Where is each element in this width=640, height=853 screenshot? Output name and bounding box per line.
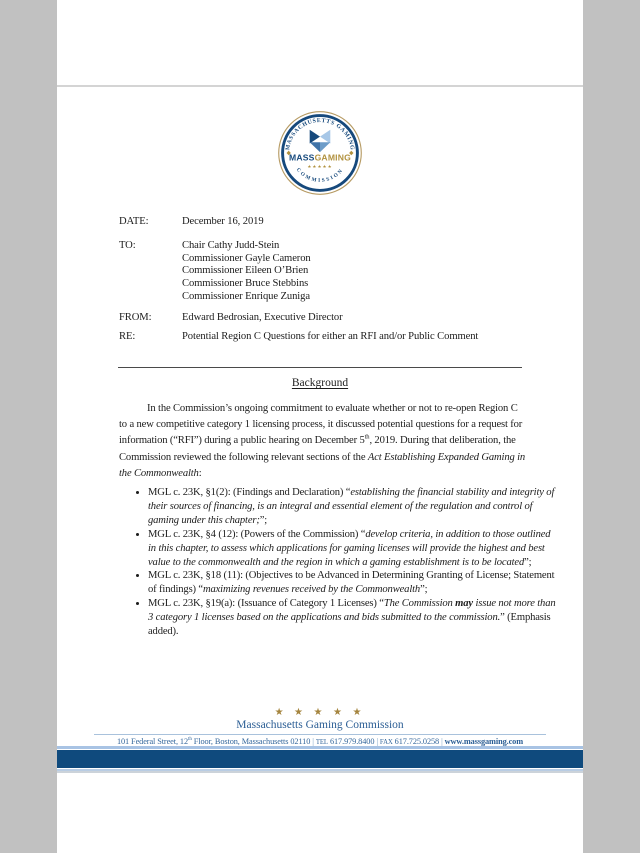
logo-arc-top-text: MASSACHUSETTS GAMING [285,117,355,151]
text-run: MGL c. 23K, §1(2): (Findings and Declaration) “ [148,487,351,498]
memo-field-value [182,216,553,229]
bullet-item [148,486,560,528]
text-run: MGL c. 23K, §18 (11): (Objectives to be Advanced in Determining Granting of License; Statement of findings) “ [148,570,555,596]
text-run: MGL c. 23K, §19(a): (Issuance of Category 1 Licenses) “ [148,598,384,610]
footer-divider-line [94,734,546,735]
text-run: th [364,433,370,441]
text-run: | [376,737,380,746]
memo-value-line: Potential Region C Questions for either an RFI and/or Public Comment [182,330,479,342]
memo-field-label: FROM: [119,311,152,323]
memo-field-value [182,240,553,304]
text-run: 101 Federal Street, 12 [116,737,189,746]
memo-row [119,312,553,325]
text-run: The Commission [383,598,456,610]
text-run: Floor, Boston, Massachusetts 02110 [191,737,313,746]
logo-stars-icon: ★★★★★ [307,164,333,170]
website-link[interactable]: www.massgaming.com [444,737,524,746]
memo-field-value [182,331,553,344]
footer-stars-icon: ★ ★ ★ ★ ★ [274,707,366,718]
memo-row [119,240,553,304]
memo-row [119,216,553,229]
memo-field-label: RE: [119,330,136,342]
memo-value-line: Commissioner Eileen O’Brien [182,265,309,277]
text-run: Act Establishing Expanded Gaming in the Commonwealth [119,451,526,479]
text-run: | [441,737,445,746]
text-run: | [312,737,316,746]
logo-wordmark-mass: MASS [289,152,315,163]
horizontal-divider [118,367,522,368]
bullet-list [119,486,560,639]
memo-field-value [182,312,553,325]
text-run: , 2019. During that deliberation, the Commission reviewed the following relevant sections of the [119,435,516,463]
memo-value-line: Commissioner Gayle Cameron [182,252,311,264]
memo-value-line: December 16, 2019 [182,216,264,227]
previous-page-fragment [57,0,583,85]
next-page-fragment [57,773,583,853]
bullet-item [148,569,560,597]
memo-row [119,331,553,344]
footer-organization-name: Massachusetts Gaming Commission [236,719,404,731]
text-run: 617.725.0258 [392,737,442,746]
text-run: TEL [315,739,328,746]
bullet-item [148,528,560,570]
document-page [57,87,583,771]
text-run: establishing the financial stability and integrity of their sources of financing, is an integral and essential element of the regulation and control of gaming under this chapter; [148,487,555,526]
massgaming-commission-logo-icon [277,110,363,196]
section-heading: Background [291,377,349,389]
bottom-light-stripe [57,746,583,749]
memo-value-line: Edward Bedrosian, Executive Director [182,311,343,323]
text-run: ”; [259,514,268,526]
text-run: 617.979.8400 [327,737,377,746]
text-run: may [455,598,473,610]
letterhead-bottom-band [57,746,583,771]
memo-value-line: Commissioner Enrique Zuniga [182,290,310,302]
memo-field-label: TO: [119,239,136,251]
memo-value-line: Commissioner Bruce Stebbins [182,278,309,290]
logo-wordmark-gaming: GAMING [314,152,351,163]
text-run: issue not more than 3 category 1 licenses based on the applications and bids submitted to the commission. [148,598,556,624]
text-run: ” (Emphasis added). [148,612,551,638]
memo-header [119,216,553,343]
text-run: maximizing revenues received by the Commonwealth [202,584,421,596]
memo-field-label: DATE: [119,216,149,227]
memo-value-line: Chair Cathy Judd-Stein [182,239,280,251]
text-run: MGL c. 23K, §4 (12): (Powers of the Commission) “ [148,528,366,540]
text-run: : [198,467,202,479]
svg-text:MASSGAMING [289,153,351,163]
logo-arc-bottom-text: COMMISSION [294,167,346,184]
text-run: ”; [420,584,428,596]
text-run: th [188,736,192,743]
bottom-navy-bar [57,750,583,768]
text-run: ”; [524,556,532,568]
bullet-item [148,597,560,639]
text-run: FAX [379,739,393,746]
text-run: In the Commission’s ongoing commitment to evaluate whether or not to re-open Region C to a new competitive category 1 licensing process, it discussed potential questions for a request for information (“RFI”) during a public hearing on December 5 [119,403,523,447]
body-paragraph [119,401,526,482]
text-run: develop criteria, in addition to those outlined in this chapter, to assess which applications for gaming licenses will provide the highest and best value to the commonwealth and the region in which a gaming establishment is to be located [148,528,551,568]
